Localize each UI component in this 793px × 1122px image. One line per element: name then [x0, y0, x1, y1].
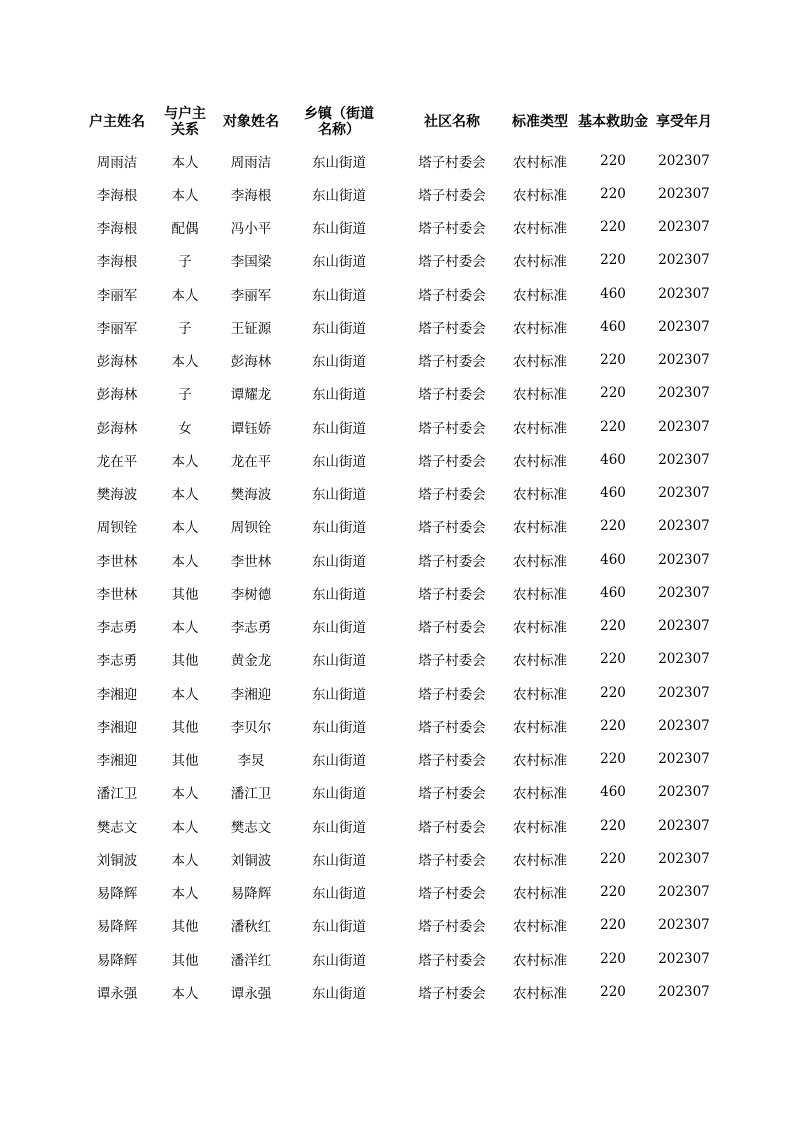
community-cell: 塔子村委会: [418, 387, 486, 404]
relation-cell: 本人: [171, 354, 199, 371]
month-cell: 202307: [658, 219, 710, 236]
recipient-name-cell: 李炅: [237, 753, 265, 770]
relation-cell: 本人: [171, 886, 199, 903]
header-town-street: 乡镇（街道名称）: [304, 106, 374, 138]
standard-type-cell: 农村标准: [513, 187, 567, 204]
community-cell: 塔子村委会: [418, 686, 486, 703]
standard-type-cell: 农村标准: [513, 886, 567, 903]
town-cell: 东山街道: [312, 487, 366, 504]
householder-name-cell: 周钡铨: [96, 520, 138, 537]
month-cell: 202307: [658, 983, 710, 1000]
town-cell: 东山街道: [312, 786, 366, 803]
relief-amount-cell: 220: [600, 352, 626, 369]
table-row: [82, 909, 712, 942]
table-row: [82, 344, 712, 377]
community-cell: 塔子村委会: [418, 786, 486, 803]
town-cell: 东山街道: [312, 520, 366, 537]
standard-type-cell: 农村标准: [513, 985, 567, 1002]
table-row: [82, 676, 712, 709]
month-cell: 202307: [658, 950, 710, 967]
recipient-name-cell: 李国梁: [230, 254, 272, 271]
town-cell: 东山街道: [312, 753, 366, 770]
relief-amount-cell: 220: [600, 751, 626, 768]
town-cell: 东山街道: [312, 719, 366, 736]
relation-cell: 其他: [171, 753, 199, 770]
table-row: [82, 876, 712, 909]
table-row: [82, 211, 712, 244]
householder-name-cell: 龙在平: [96, 453, 138, 470]
recipient-name-cell: 潘江卫: [230, 786, 272, 803]
community-cell: 塔子村委会: [418, 520, 486, 537]
table-row: [82, 975, 712, 1008]
relief-amount-cell: 220: [600, 418, 626, 435]
town-cell: 东山街道: [312, 686, 366, 703]
month-cell: 202307: [658, 917, 710, 934]
table-row: [82, 576, 712, 609]
recipient-name-cell: 王钲源: [230, 320, 272, 337]
householder-name-cell: 李丽军: [96, 320, 138, 337]
town-cell: 东山街道: [312, 221, 366, 238]
header-row: [82, 100, 712, 144]
standard-type-cell: 农村标准: [513, 221, 567, 238]
householder-name-cell: 李志勇: [96, 653, 138, 670]
month-cell: 202307: [658, 551, 710, 568]
month-cell: 202307: [658, 651, 710, 668]
recipient-name-cell: 樊志文: [230, 819, 272, 836]
recipient-name-cell: 李树德: [230, 586, 272, 603]
table-row: [82, 144, 712, 177]
householder-name-cell: 彭海林: [96, 387, 138, 404]
month-cell: 202307: [658, 618, 710, 635]
table-row: [82, 709, 712, 742]
relief-amount-cell: 220: [600, 850, 626, 867]
relation-cell: 子: [178, 254, 192, 271]
relation-cell: 本人: [171, 620, 199, 637]
relief-amount-cell: 220: [600, 152, 626, 169]
recipient-name-cell: 彭海林: [230, 354, 272, 371]
month-cell: 202307: [658, 451, 710, 468]
month-cell: 202307: [658, 850, 710, 867]
table-body: [82, 144, 712, 1009]
relation-cell: 子: [178, 320, 192, 337]
relation-cell: 其他: [171, 653, 199, 670]
standard-type-cell: 农村标准: [513, 453, 567, 470]
community-cell: 塔子村委会: [418, 287, 486, 304]
recipient-name-cell: 李湘迎: [230, 686, 272, 703]
recipient-name-cell: 谭钰娇: [230, 420, 272, 437]
householder-name-cell: 彭海林: [96, 420, 138, 437]
householder-name-cell: 李湘迎: [96, 753, 138, 770]
householder-name-cell: 樊海波: [96, 487, 138, 504]
town-cell: 东山街道: [312, 919, 366, 936]
town-cell: 东山街道: [312, 553, 366, 570]
header-standard-type: 标准类型: [512, 114, 568, 130]
relief-amount-cell: 460: [600, 285, 626, 302]
relief-amount-cell: 220: [600, 884, 626, 901]
householder-name-cell: 刘铜波: [96, 852, 138, 869]
relief-amount-cell: 220: [600, 185, 626, 202]
town-cell: 东山街道: [312, 852, 366, 869]
relief-amount-cell: 460: [600, 584, 626, 601]
header-recipient-name: 对象姓名: [223, 114, 279, 130]
householder-name-cell: 樊志文: [96, 819, 138, 836]
relation-cell: 本人: [171, 786, 199, 803]
table-row: [82, 842, 712, 875]
town-cell: 东山街道: [312, 952, 366, 969]
community-cell: 塔子村委会: [418, 852, 486, 869]
header-householder-name: 户主姓名: [89, 114, 145, 130]
community-cell: 塔子村委会: [418, 254, 486, 271]
relief-amount-cell: 460: [600, 451, 626, 468]
recipient-name-cell: 周钡铨: [230, 520, 272, 537]
table-header: [82, 100, 712, 144]
town-cell: 东山街道: [312, 387, 366, 404]
recipient-name-cell: 李志勇: [230, 620, 272, 637]
community-cell: 塔子村委会: [418, 653, 486, 670]
town-cell: 东山街道: [312, 886, 366, 903]
town-cell: 东山街道: [312, 187, 366, 204]
header-community: 社区名称: [424, 114, 480, 130]
relation-cell: 本人: [171, 154, 199, 171]
householder-name-cell: 李世林: [96, 586, 138, 603]
standard-type-cell: 农村标准: [513, 487, 567, 504]
table-row: [82, 244, 712, 277]
month-cell: 202307: [658, 318, 710, 335]
standard-type-cell: 农村标准: [513, 254, 567, 271]
standard-type-cell: 农村标准: [513, 786, 567, 803]
month-cell: 202307: [658, 684, 710, 701]
standard-type-cell: 农村标准: [513, 819, 567, 836]
standard-type-cell: 农村标准: [513, 154, 567, 171]
householder-name-cell: 彭海林: [96, 354, 138, 371]
relief-amount-cell: 220: [600, 684, 626, 701]
relation-cell: 本人: [171, 487, 199, 504]
table-row: [82, 942, 712, 975]
relief-amount-cell: 220: [600, 252, 626, 269]
community-cell: 塔子村委会: [418, 586, 486, 603]
householder-name-cell: 李湘迎: [96, 686, 138, 703]
community-cell: 塔子村委会: [418, 886, 486, 903]
community-cell: 塔子村委会: [418, 221, 486, 238]
table-row: [82, 477, 712, 510]
relief-amount-cell: 220: [600, 983, 626, 1000]
standard-type-cell: 农村标准: [513, 719, 567, 736]
table-row: [82, 610, 712, 643]
relation-cell: 本人: [171, 520, 199, 537]
town-cell: 东山街道: [312, 287, 366, 304]
standard-type-cell: 农村标准: [513, 586, 567, 603]
month-cell: 202307: [658, 385, 710, 402]
month-cell: 202307: [658, 352, 710, 369]
month-cell: 202307: [658, 817, 710, 834]
householder-name-cell: 潘江卫: [96, 786, 138, 803]
standard-type-cell: 农村标准: [513, 753, 567, 770]
town-cell: 东山街道: [312, 586, 366, 603]
community-cell: 塔子村委会: [418, 487, 486, 504]
month-cell: 202307: [658, 717, 710, 734]
recipient-name-cell: 李贝尔: [230, 719, 272, 736]
relation-cell: 本人: [171, 985, 199, 1002]
standard-type-cell: 农村标准: [513, 420, 567, 437]
standard-type-cell: 农村标准: [513, 653, 567, 670]
town-cell: 东山街道: [312, 819, 366, 836]
relation-cell: 其他: [171, 952, 199, 969]
standard-type-cell: 农村标准: [513, 620, 567, 637]
recipient-name-cell: 龙在平: [230, 453, 272, 470]
table-row: [82, 643, 712, 676]
relief-amount-cell: 460: [600, 551, 626, 568]
table-row: [82, 310, 712, 343]
month-cell: 202307: [658, 418, 710, 435]
relation-cell: 本人: [171, 287, 199, 304]
month-cell: 202307: [658, 784, 710, 801]
householder-name-cell: 李海根: [96, 254, 138, 271]
community-cell: 塔子村委会: [418, 553, 486, 570]
month-cell: 202307: [658, 252, 710, 269]
town-cell: 东山街道: [312, 354, 366, 371]
recipient-name-cell: 潘洋红: [230, 952, 272, 969]
town-cell: 东山街道: [312, 453, 366, 470]
town-cell: 东山街道: [312, 154, 366, 171]
header-month: 享受年月: [656, 114, 712, 130]
householder-name-cell: 李海根: [96, 187, 138, 204]
month-cell: 202307: [658, 884, 710, 901]
standard-type-cell: 农村标准: [513, 686, 567, 703]
relation-cell: 本人: [171, 187, 199, 204]
standard-type-cell: 农村标准: [513, 387, 567, 404]
relief-amount-cell: 220: [600, 385, 626, 402]
relief-amount-cell: 460: [600, 318, 626, 335]
table-row: [82, 743, 712, 776]
community-cell: 塔子村委会: [418, 753, 486, 770]
relation-cell: 本人: [171, 819, 199, 836]
householder-name-cell: 李志勇: [96, 620, 138, 637]
relation-cell: 本人: [171, 852, 199, 869]
community-cell: 塔子村委会: [418, 952, 486, 969]
table-row: [82, 543, 712, 576]
town-cell: 东山街道: [312, 320, 366, 337]
town-cell: 东山街道: [312, 985, 366, 1002]
community-cell: 塔子村委会: [418, 187, 486, 204]
relief-amount-cell: 220: [600, 950, 626, 967]
recipient-name-cell: 李世林: [230, 553, 272, 570]
month-cell: 202307: [658, 584, 710, 601]
month-cell: 202307: [658, 518, 710, 535]
table-row: [82, 443, 712, 476]
community-cell: 塔子村委会: [418, 320, 486, 337]
relief-amount-cell: 220: [600, 618, 626, 635]
table-row: [82, 410, 712, 443]
householder-name-cell: 易降辉: [96, 886, 138, 903]
relief-amount-cell: 220: [600, 518, 626, 535]
relief-amount-cell: 220: [600, 717, 626, 734]
relation-cell: 女: [178, 420, 192, 437]
relation-cell: 其他: [171, 919, 199, 936]
relation-cell: 本人: [171, 553, 199, 570]
recipient-name-cell: 谭永强: [230, 985, 272, 1002]
community-cell: 塔子村委会: [418, 819, 486, 836]
recipient-name-cell: 潘秋红: [230, 919, 272, 936]
recipient-name-cell: 樊海波: [230, 487, 272, 504]
householder-name-cell: 李世林: [96, 553, 138, 570]
town-cell: 东山街道: [312, 620, 366, 637]
standard-type-cell: 农村标准: [513, 852, 567, 869]
relief-amount-cell: 220: [600, 219, 626, 236]
relation-cell: 本人: [171, 686, 199, 703]
relation-cell: 配偶: [171, 221, 199, 238]
relation-cell: 其他: [171, 719, 199, 736]
householder-name-cell: 易降辉: [96, 919, 138, 936]
community-cell: 塔子村委会: [418, 919, 486, 936]
recipient-name-cell: 刘铜波: [230, 852, 272, 869]
householder-name-cell: 李湘迎: [96, 719, 138, 736]
householder-name-cell: 周雨洁: [96, 154, 138, 171]
table-row: [82, 277, 712, 310]
householder-name-cell: 李丽军: [96, 287, 138, 304]
recipient-name-cell: 李海根: [230, 187, 272, 204]
relief-amount-cell: 460: [600, 485, 626, 502]
relief-amount-cell: 220: [600, 917, 626, 934]
month-cell: 202307: [658, 285, 710, 302]
community-cell: 塔子村委会: [418, 154, 486, 171]
month-cell: 202307: [658, 485, 710, 502]
relief-amount-cell: 220: [600, 651, 626, 668]
relation-cell: 子: [178, 387, 192, 404]
month-cell: 202307: [658, 185, 710, 202]
month-cell: 202307: [658, 751, 710, 768]
householder-name-cell: 李海根: [96, 221, 138, 238]
relief-roster-table: [82, 100, 712, 1009]
community-cell: 塔子村委会: [418, 985, 486, 1002]
month-cell: 202307: [658, 152, 710, 169]
standard-type-cell: 农村标准: [513, 354, 567, 371]
recipient-name-cell: 易降辉: [230, 886, 272, 903]
table-row: [82, 377, 712, 410]
standard-type-cell: 农村标准: [513, 287, 567, 304]
table-row: [82, 510, 712, 543]
town-cell: 东山街道: [312, 653, 366, 670]
standard-type-cell: 农村标准: [513, 919, 567, 936]
relief-amount-cell: 460: [600, 784, 626, 801]
table-row: [82, 776, 712, 809]
householder-name-cell: 易降辉: [96, 952, 138, 969]
community-cell: 塔子村委会: [418, 620, 486, 637]
table-row: [82, 177, 712, 210]
recipient-name-cell: 冯小平: [230, 221, 272, 238]
community-cell: 塔子村委会: [418, 453, 486, 470]
community-cell: 塔子村委会: [418, 354, 486, 371]
relation-cell: 本人: [171, 453, 199, 470]
recipient-name-cell: 黄金龙: [230, 653, 272, 670]
header-relief-amount: 基本救助金: [578, 114, 648, 130]
community-cell: 塔子村委会: [418, 719, 486, 736]
town-cell: 东山街道: [312, 420, 366, 437]
recipient-name-cell: 周雨洁: [230, 154, 272, 171]
relief-amount-cell: 220: [600, 817, 626, 834]
standard-type-cell: 农村标准: [513, 320, 567, 337]
relation-cell: 其他: [171, 586, 199, 603]
community-cell: 塔子村委会: [418, 420, 486, 437]
standard-type-cell: 农村标准: [513, 553, 567, 570]
town-cell: 东山街道: [312, 254, 366, 271]
recipient-name-cell: 李丽军: [230, 287, 272, 304]
recipient-name-cell: 谭耀龙: [230, 387, 272, 404]
header-relation: 与户主关系: [164, 106, 206, 138]
standard-type-cell: 农村标准: [513, 952, 567, 969]
table-row: [82, 809, 712, 842]
standard-type-cell: 农村标准: [513, 520, 567, 537]
householder-name-cell: 谭永强: [96, 985, 138, 1002]
